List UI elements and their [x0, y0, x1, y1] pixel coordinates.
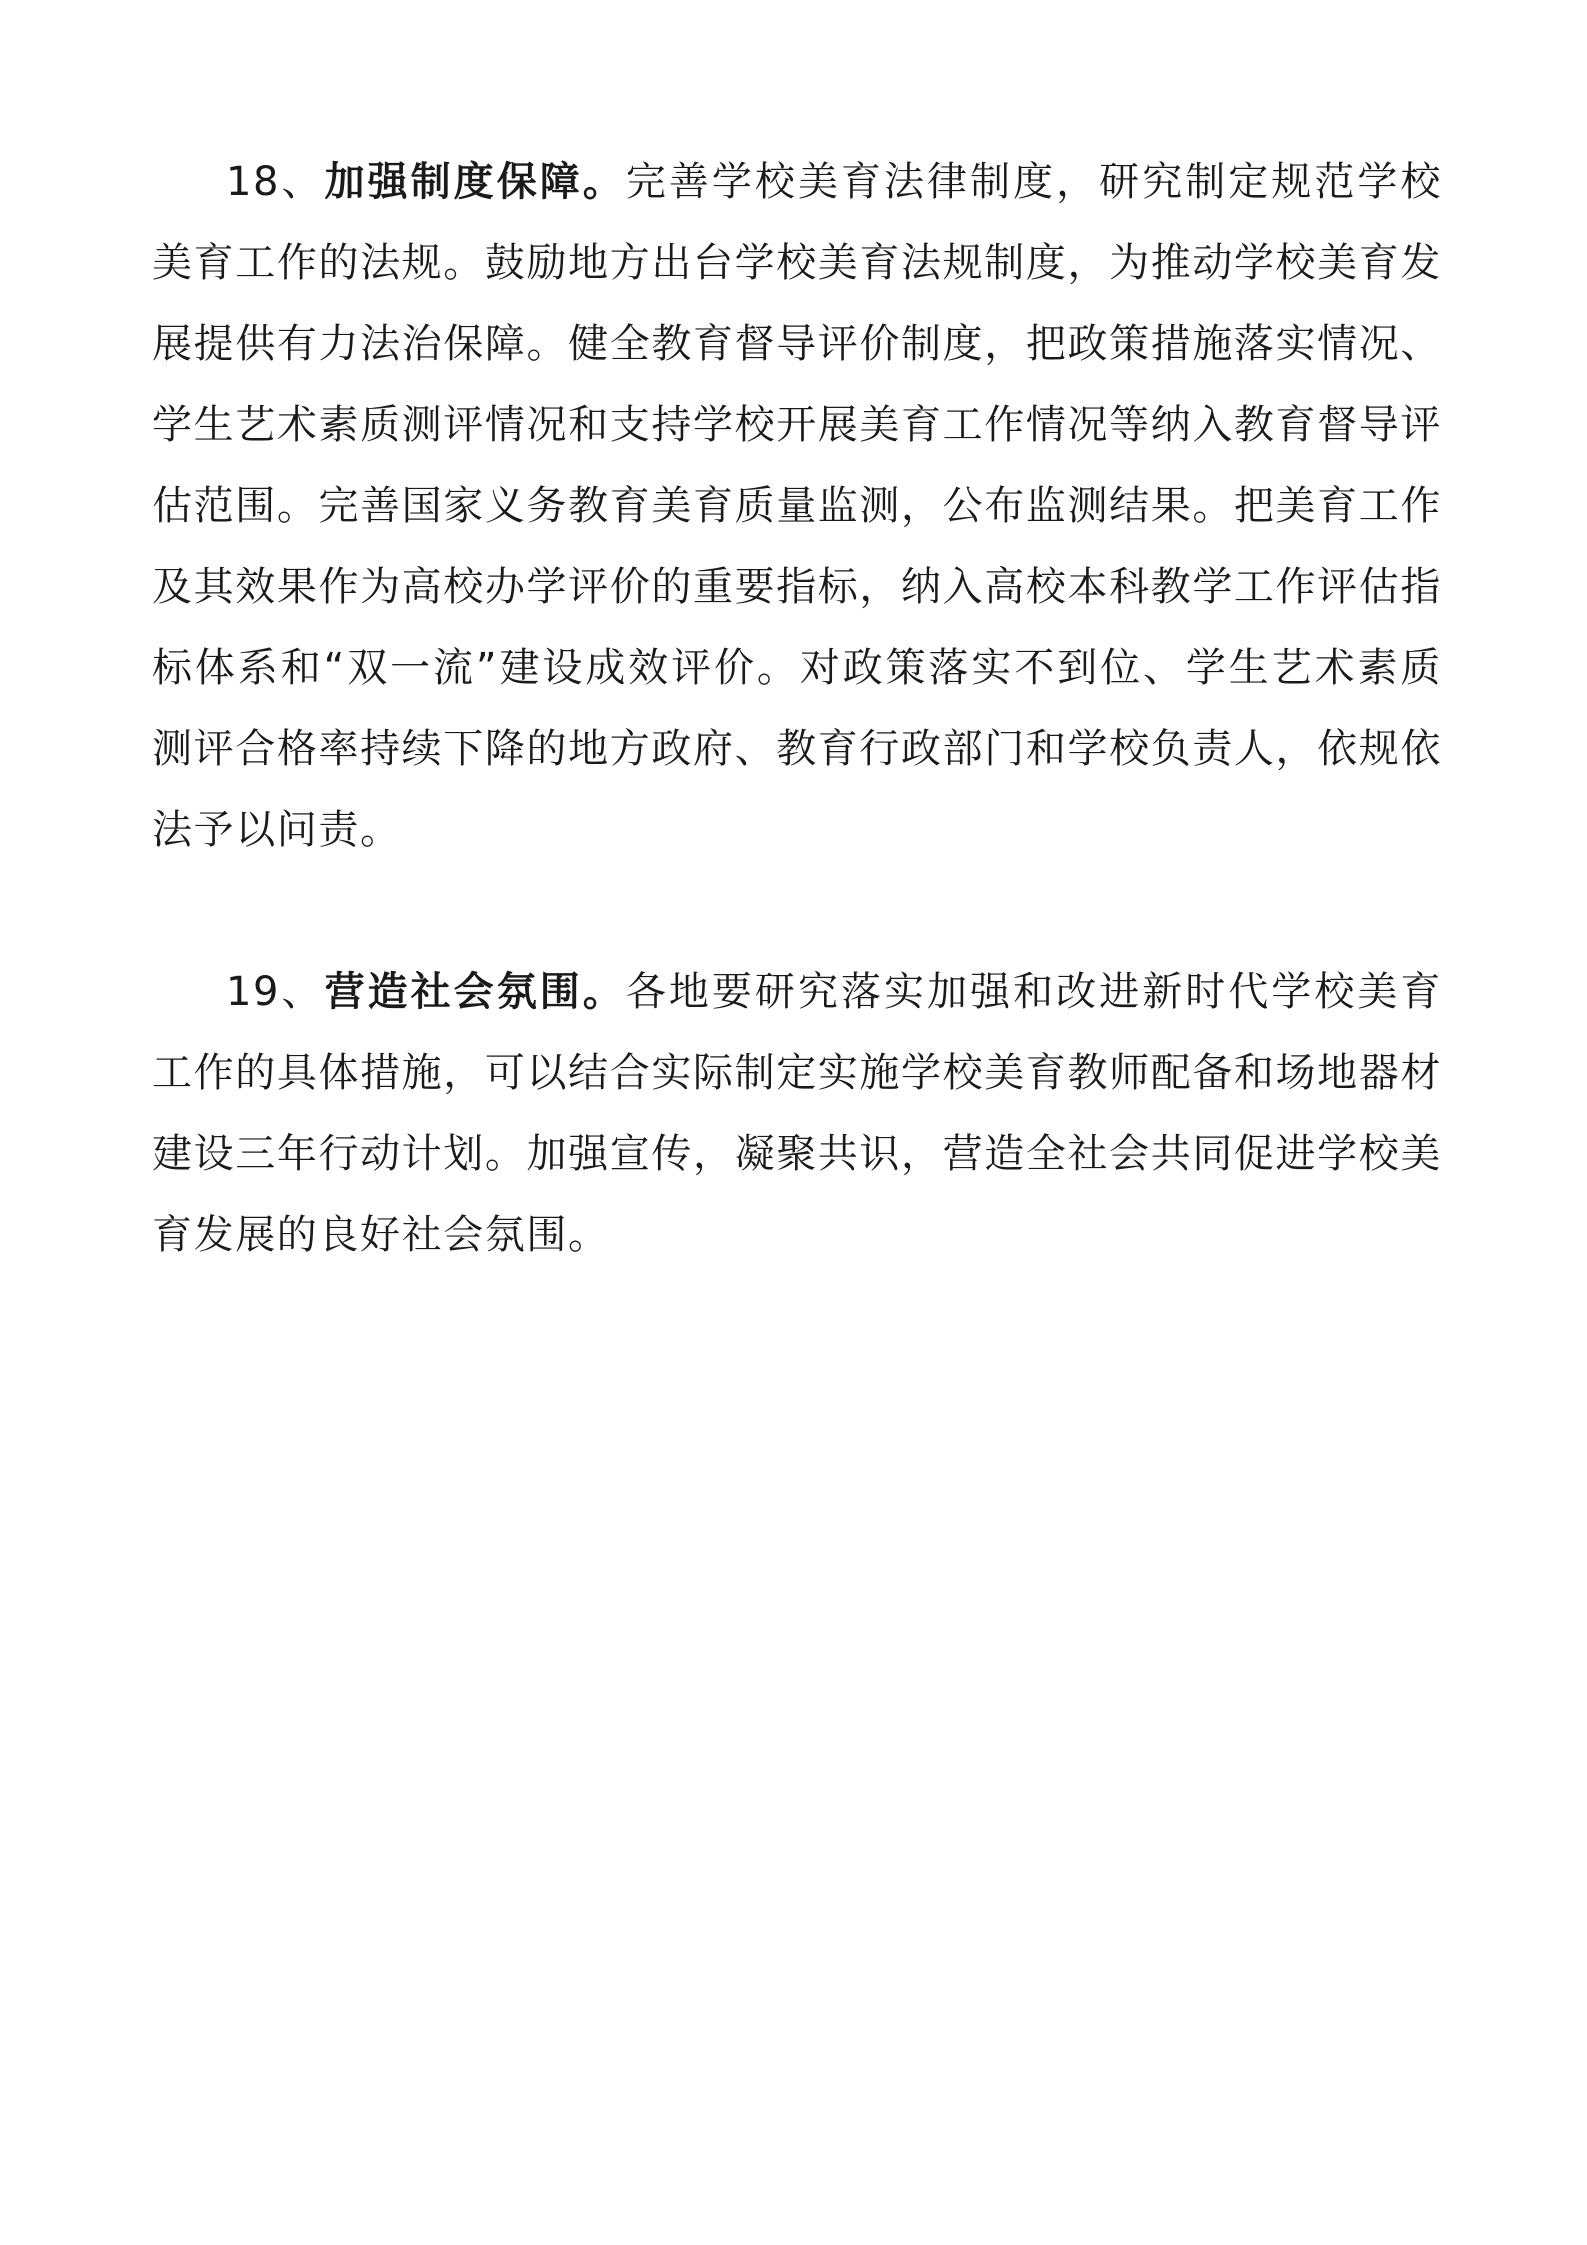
paragraph-text: 各地要研究落实加强和改进新时代学校美育工作的具体措施，可以结合实际制定实施学校美育教师配备和场地器材建设三年行动计划。加强宣传，凝聚共识，营造全社会共同促进学校美育发展的良好社会氛围。	[152, 969, 1443, 1258]
paragraph-number: 19、	[226, 969, 325, 1015]
paragraph-text: 完善学校美育法律制度，研究制定规范学校美育工作的法规。鼓励地方出台学校美育法规制度，为推动学校美育发展提供有力法治保障。健全教育督导评价制度，把政策措施落实情况、学生艺术素质测评情况和支持学校开展美育工作情况等纳入教育督导评估范围。完善国家义务教育美育质量监测，公布监测结果。把美育工作及其效果作为高校办学评价的重要指标，纳入高校本科教学工作评估指标体系和“双一流”建设成效评价。对政策落实不到位、学生艺术素质测评合格率持续下降的地方政府、教育行政部门和学校负责人，依规依法予以问责。	[152, 159, 1443, 853]
paragraph-heading: 加强制度保障。	[324, 159, 626, 205]
paragraph-19	[152, 952, 1442, 1276]
document-body	[152, 142, 1442, 1276]
paragraph-number: 18、	[226, 159, 325, 205]
paragraph-18	[152, 142, 1442, 871]
paragraph-heading: 营造社会氛围。	[324, 969, 626, 1015]
